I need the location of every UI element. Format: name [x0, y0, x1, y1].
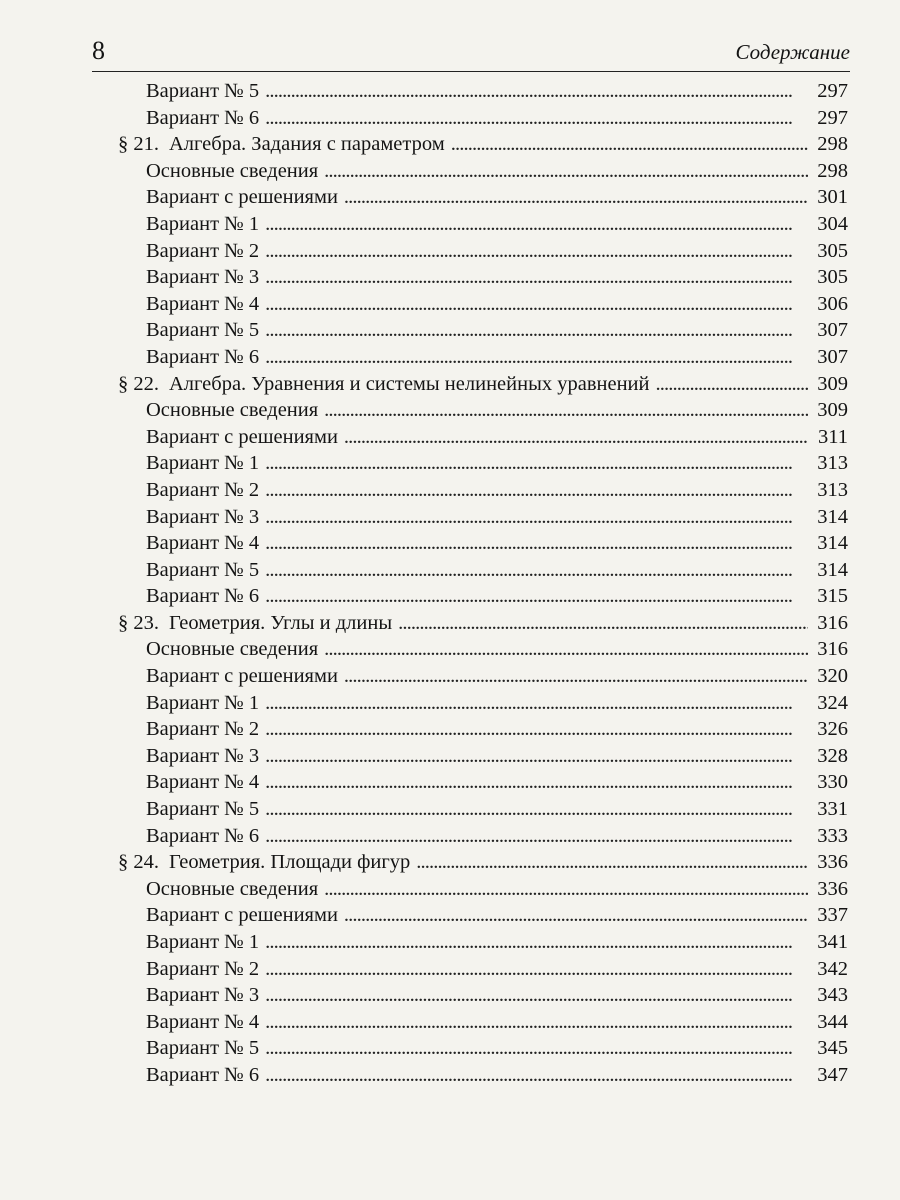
dot-leader [656, 373, 809, 396]
toc-subentry [118, 293, 848, 320]
dot-leader [265, 319, 808, 342]
toc-subentry [118, 931, 848, 958]
toc-subentry [118, 825, 848, 852]
entry-title: Вариант с решениями [146, 665, 338, 688]
toc-subentry [118, 1037, 848, 1064]
entry-title: Вариант № 2 [146, 478, 260, 501]
page-ref: 307 [817, 319, 848, 342]
entry-title: Вариант № 1 [146, 691, 260, 714]
dot-leader [324, 160, 808, 183]
toc-subentry [118, 346, 848, 373]
page-ref: 337 [817, 904, 848, 927]
toc-subentry [118, 399, 848, 426]
dot-leader [265, 771, 808, 794]
toc-subentry [118, 771, 848, 798]
page-ref: 315 [817, 585, 848, 608]
dot-leader [265, 532, 808, 555]
dot-leader [265, 958, 808, 981]
toc-subentry [118, 904, 848, 931]
entry-title: Вариант № 4 [146, 292, 260, 315]
page-ref: 345 [817, 1037, 848, 1060]
page-ref: 347 [817, 1063, 848, 1086]
entry-title: Основные сведения [146, 159, 319, 182]
dot-leader [265, 346, 808, 369]
toc-subentry [118, 692, 848, 719]
toc-section-entry [118, 851, 848, 878]
entry-title: Вариант № 6 [146, 1063, 260, 1086]
dot-leader [451, 133, 808, 156]
entry-title: Вариант № 2 [146, 239, 260, 262]
dot-leader [398, 612, 808, 635]
dot-leader [265, 825, 808, 848]
page-ref: 314 [817, 532, 848, 555]
entry-title: Вариант № 3 [146, 984, 260, 1007]
page-ref: 331 [817, 798, 848, 821]
toc-subentry [118, 745, 848, 772]
page-ref: 344 [817, 1010, 848, 1033]
toc-subentry [118, 798, 848, 825]
toc-subentry [118, 718, 848, 745]
toc-subentry [118, 266, 848, 293]
entry-title: Алгебра. Уравнения и системы нелинейных уравнений [169, 372, 650, 395]
page-ref: 298 [817, 159, 848, 182]
page-ref: 328 [817, 744, 848, 767]
section-number: § 24. [118, 851, 159, 874]
page-ref: 342 [817, 957, 848, 980]
page-header [92, 36, 850, 70]
dot-leader [265, 293, 808, 316]
toc-subentry [118, 532, 848, 559]
entry-title: Вариант № 3 [146, 266, 260, 289]
section-number: § 21. [118, 133, 159, 156]
page-ref: 307 [817, 345, 848, 368]
dot-leader [265, 506, 808, 529]
toc-subentry [118, 878, 848, 905]
page-ref: 336 [817, 877, 848, 900]
toc-subentry [118, 506, 848, 533]
dot-leader [265, 692, 808, 715]
header-rule [92, 71, 850, 72]
toc-subentry [118, 1011, 848, 1038]
toc-subentry [118, 80, 848, 107]
entry-title: Вариант № 5 [146, 1037, 260, 1060]
page-ref: 305 [817, 266, 848, 289]
page-ref: 313 [817, 478, 848, 501]
running-title: Содержание [735, 40, 850, 64]
entry-title: Вариант № 6 [146, 345, 260, 368]
toc-subentry [118, 186, 848, 213]
page-ref: 309 [817, 372, 848, 395]
page-ref: 311 [818, 425, 848, 448]
toc-section-entry [118, 373, 848, 400]
section-number: § 23. [118, 611, 159, 634]
toc-subentry [118, 319, 848, 346]
entry-title: Вариант № 5 [146, 798, 260, 821]
toc-subentry [118, 958, 848, 985]
toc-subentry [118, 638, 848, 665]
page-ref: 297 [817, 106, 848, 129]
entry-title: Вариант № 5 [146, 80, 260, 102]
dot-leader [265, 452, 808, 475]
entry-title: Вариант с решениями [146, 904, 338, 927]
entry-title: Вариант № 5 [146, 558, 260, 581]
entry-title: Вариант № 1 [146, 212, 260, 235]
page-ref: 343 [817, 984, 848, 1007]
page-ref: 326 [817, 718, 848, 741]
page-ref: 309 [817, 399, 848, 422]
dot-leader [324, 638, 808, 661]
toc-section-entry [118, 133, 848, 160]
page-ref: 316 [817, 638, 848, 661]
page-ref: 314 [817, 505, 848, 528]
dot-leader [265, 1064, 808, 1087]
dot-leader [265, 240, 808, 263]
dot-leader [344, 904, 808, 927]
entry-title: Вариант № 1 [146, 931, 260, 953]
dot-leader [416, 851, 808, 874]
dot-leader [344, 665, 808, 688]
page-ref: 306 [817, 292, 848, 315]
dot-leader [265, 718, 808, 741]
page-ref: 314 [817, 558, 848, 581]
dot-leader [265, 80, 808, 103]
dot-leader [265, 213, 808, 236]
entry-title: Вариант с решениями [146, 186, 338, 209]
entry-title: Вариант № 2 [146, 718, 260, 741]
toc-subentry [118, 240, 848, 267]
toc-subentry [118, 559, 848, 586]
dot-leader [344, 186, 808, 209]
entry-title: Вариант № 3 [146, 505, 260, 528]
entry-title: Основные сведения [146, 877, 319, 900]
dot-leader [265, 107, 808, 130]
page-ref: 297 [817, 80, 848, 102]
page-ref: 320 [817, 665, 848, 688]
entry-title: Геометрия. Углы и длины [169, 611, 393, 634]
dot-leader [265, 798, 808, 821]
dot-leader [265, 266, 808, 289]
table-of-contents [118, 80, 848, 1091]
dot-leader [265, 931, 808, 954]
toc-subentry [118, 984, 848, 1011]
entry-title: Алгебра. Задания с параметром [169, 133, 445, 156]
page-ref: 324 [817, 691, 848, 714]
dot-leader [344, 426, 808, 449]
toc-subentry [118, 479, 848, 506]
toc-subentry [118, 107, 848, 134]
entry-title: Вариант № 1 [146, 452, 260, 475]
entry-title: Вариант № 5 [146, 319, 260, 342]
page-ref: 305 [817, 239, 848, 262]
entry-title: Вариант № 4 [146, 1010, 260, 1033]
toc-subentry [118, 452, 848, 479]
dot-leader [265, 1037, 808, 1060]
dot-leader [265, 585, 808, 608]
page-number: 8 [92, 36, 105, 65]
page-ref: 336 [817, 851, 848, 874]
page-ref: 341 [817, 931, 848, 953]
page-ref: 304 [817, 212, 848, 235]
dot-leader [265, 1011, 808, 1034]
page-ref: 298 [817, 133, 848, 156]
toc-subentry [118, 585, 848, 612]
page-ref: 330 [817, 771, 848, 794]
entry-title: Вариант № 6 [146, 106, 260, 129]
dot-leader [265, 984, 808, 1007]
entry-title: Вариант № 6 [146, 585, 260, 608]
dot-leader [265, 479, 808, 502]
entry-title: Вариант с решениями [146, 425, 338, 448]
entry-title: Геометрия. Площади фигур [169, 851, 411, 874]
page-ref: 313 [817, 452, 848, 475]
entry-title: Вариант № 6 [146, 824, 260, 847]
page-ref: 301 [817, 186, 848, 209]
toc-section-entry [118, 612, 848, 639]
page-ref: 316 [817, 611, 848, 634]
dot-leader [265, 745, 808, 768]
entry-title: Основные сведения [146, 638, 319, 661]
toc-subentry [118, 426, 848, 453]
toc-subentry [118, 213, 848, 240]
toc-subentry [118, 665, 848, 692]
dot-leader [324, 878, 808, 901]
page-ref: 333 [817, 824, 848, 847]
entry-title: Вариант № 3 [146, 744, 260, 767]
entry-title: Вариант № 2 [146, 957, 260, 980]
section-number: § 22. [118, 372, 159, 395]
toc-subentry [118, 160, 848, 187]
dot-leader [324, 399, 808, 422]
entry-title: Вариант № 4 [146, 771, 260, 794]
toc-subentry [118, 1064, 848, 1091]
dot-leader [265, 559, 808, 582]
entry-title: Основные сведения [146, 399, 319, 422]
entry-title: Вариант № 4 [146, 532, 260, 555]
